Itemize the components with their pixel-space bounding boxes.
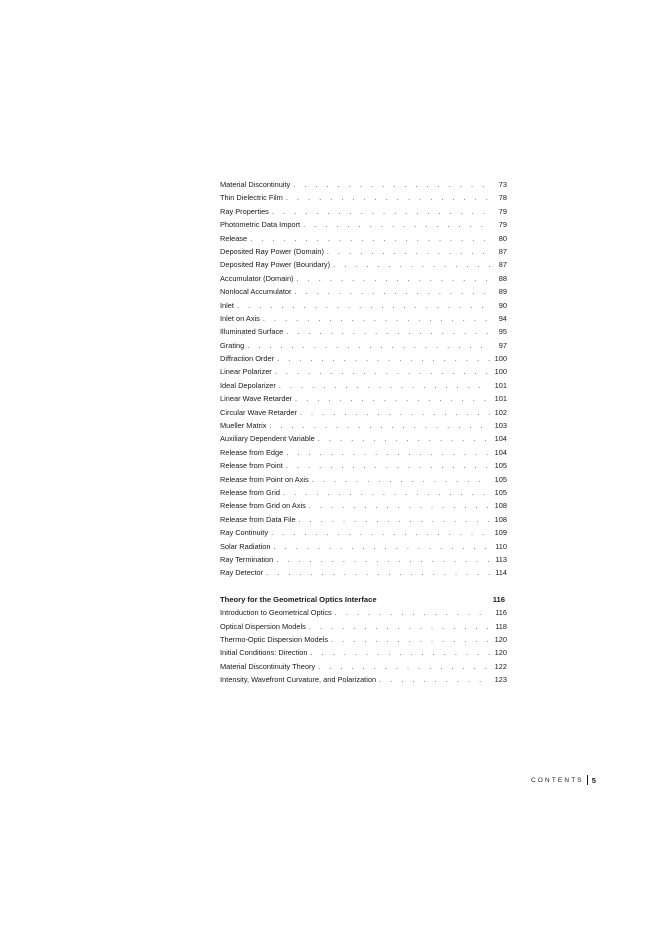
dot-leader [250, 232, 490, 245]
dot-leader [277, 352, 490, 365]
dot-leader [293, 178, 490, 191]
toc-entry-title: Diffraction Order [220, 354, 275, 364]
toc-entry-list [220, 178, 507, 580]
toc-entry-title: Introduction to Geometrical Optics [220, 608, 332, 618]
toc-entry[interactable] [220, 205, 507, 218]
toc-entry-title: Photometric Data Import [220, 220, 301, 230]
toc-entry-title: Ray Detector [220, 568, 264, 578]
toc-entry-page-number: 104 [494, 447, 507, 457]
toc-entry-title: Material Discontinuity Theory [220, 661, 316, 671]
toc-entry-title: Accumulator (Domain) [220, 273, 294, 283]
toc-entry-page-number: 118 [495, 621, 507, 631]
toc-entry-page-number: 79 [498, 206, 507, 216]
toc-entry-page-number: 108 [494, 501, 507, 511]
toc-entry-page-number: 108 [494, 514, 507, 524]
toc-entry-title: Thin Dielectric Film [220, 193, 283, 203]
toc-entry-page-number: 100 [494, 367, 507, 377]
toc-entry-page-number: 120 [494, 634, 507, 644]
dot-leader [318, 660, 490, 673]
toc-entry[interactable] [220, 299, 507, 312]
dot-leader [299, 513, 490, 526]
toc-entry[interactable] [220, 646, 507, 659]
toc-entry-title: Release from Edge [220, 447, 284, 457]
dot-leader [300, 406, 490, 419]
toc-entry[interactable] [220, 272, 507, 285]
dot-leader [297, 272, 490, 285]
toc-entry[interactable] [220, 553, 507, 566]
toc-section-entry-list [220, 606, 507, 686]
dot-leader [379, 673, 490, 686]
dot-leader [275, 365, 490, 378]
toc-entry-title: Inlet on Axis [220, 313, 260, 323]
toc-entry-title: Release from Point on Axis [220, 474, 309, 484]
toc-entry-page-number: 90 [498, 300, 507, 310]
toc-entry-page-number: 97 [498, 340, 507, 350]
section-page-number: 116 [492, 594, 505, 604]
toc-entry[interactable] [220, 218, 507, 231]
dot-leader [283, 486, 490, 499]
toc-entry[interactable] [220, 432, 507, 445]
dot-leader [286, 459, 490, 472]
toc-entry-page-number: 100 [494, 354, 507, 364]
toc-entry-page-number: 102 [494, 407, 507, 417]
dot-leader [271, 526, 490, 539]
toc-entry[interactable] [220, 419, 507, 432]
toc-entry[interactable] [220, 312, 507, 325]
toc-entry[interactable] [220, 365, 507, 378]
toc-entry[interactable] [220, 406, 507, 419]
toc-entry-title: Solar Radiation [220, 541, 271, 551]
toc-entry[interactable] [220, 526, 507, 539]
toc-entry-title: Thermo-Optic Dispersion Models [220, 634, 329, 644]
toc-entry[interactable] [220, 486, 507, 499]
toc-entry-title: Circular Wave Retarder [220, 407, 297, 417]
toc-entry-page-number: 95 [498, 327, 507, 337]
toc-entry-page-number: 101 [494, 380, 507, 390]
toc-entry-page-number: 120 [494, 648, 507, 658]
toc-entry[interactable] [220, 499, 507, 512]
toc-entry-title: Ray Properties [220, 206, 269, 216]
toc-entry[interactable] [220, 392, 507, 405]
toc-entry-page-number: 105 [494, 461, 507, 471]
toc-entry[interactable] [220, 673, 507, 686]
toc-entry-page-number: 122 [494, 661, 507, 671]
toc-entry-page-number: 79 [498, 220, 507, 230]
toc-entry-title: Ray Termination [220, 554, 274, 564]
toc-entry-title: Optical Dispersion Models [220, 621, 306, 631]
table-of-contents [220, 178, 507, 686]
toc-entry-title: Release from Grid on Axis [220, 501, 306, 511]
toc-entry[interactable] [220, 258, 507, 271]
toc-entry[interactable] [220, 606, 507, 619]
toc-entry-title: Release from Point [220, 461, 283, 471]
dot-leader [294, 285, 490, 298]
toc-entry-title: Initial Conditions: Direction [220, 648, 308, 658]
toc-entry-title: Auxiliary Dependent Variable [220, 434, 315, 444]
toc-entry[interactable] [220, 566, 507, 579]
dot-leader [263, 312, 490, 325]
toc-entry[interactable] [220, 245, 507, 258]
toc-entry[interactable] [220, 446, 507, 459]
toc-entry-title: Illuminated Surface [220, 327, 284, 337]
toc-entry-title: Deposited Ray Power (Boundary) [220, 260, 331, 270]
toc-entry[interactable] [220, 339, 507, 352]
dot-leader [237, 299, 490, 312]
toc-entry-page-number: 78 [498, 193, 507, 203]
toc-entry-title: Ray Continuity [220, 528, 269, 538]
toc-entry[interactable] [220, 178, 507, 191]
toc-entry[interactable] [220, 285, 507, 298]
dot-leader [266, 566, 490, 579]
dot-leader [247, 339, 490, 352]
toc-entry-title: Inlet [220, 300, 234, 310]
toc-entry-title: Release from Data File [220, 514, 296, 524]
section-title: Theory for the Geometrical Optics Interface [220, 594, 377, 604]
toc-entry-page-number: 110 [495, 541, 507, 551]
dot-leader [309, 499, 490, 512]
toc-entry[interactable] [220, 191, 507, 204]
toc-section-heading[interactable] [220, 593, 507, 606]
toc-entry[interactable] [220, 660, 507, 673]
toc-entry[interactable] [220, 325, 507, 338]
toc-entry-title: Release from Grid [220, 487, 280, 497]
toc-entry-title: Intensity, Wavefront Curvature, and Polarization [220, 675, 377, 685]
dot-leader [335, 606, 490, 619]
toc-entry[interactable] [220, 513, 507, 526]
toc-entry-page-number: 105 [494, 474, 507, 484]
dot-leader [295, 392, 490, 405]
dot-leader [327, 245, 490, 258]
dot-leader [311, 646, 491, 659]
dot-leader [274, 540, 490, 553]
toc-entry-page-number: 109 [494, 528, 507, 538]
section-spacer [220, 580, 507, 593]
toc-entry-page-number: 88 [498, 273, 507, 283]
toc-entry-page-number: 87 [498, 246, 507, 256]
toc-entry[interactable] [220, 459, 507, 472]
toc-entry-title: Material Discontinuity [220, 180, 291, 189]
dot-leader [286, 191, 490, 204]
toc-entry-page-number: 87 [498, 260, 507, 270]
toc-entry-title: Ideal Depolarizer [220, 380, 276, 390]
dot-leader [286, 325, 490, 338]
footer-divider [587, 775, 588, 785]
toc-entry-title: Nonlocal Accumulator [220, 287, 292, 297]
toc-entry[interactable] [220, 352, 507, 365]
toc-entry-title: Deposited Ray Power (Domain) [220, 246, 324, 256]
toc-entry-page-number: 104 [494, 434, 507, 444]
toc-entry-page-number: 94 [498, 313, 507, 323]
toc-entry-title: Grating [220, 340, 245, 350]
footer-page-number: 5 [591, 775, 596, 785]
toc-entry-page-number: 73 [498, 180, 507, 189]
toc-entry[interactable] [220, 540, 507, 553]
toc-entry[interactable] [220, 473, 507, 486]
dot-leader [312, 473, 490, 486]
dot-leader [331, 633, 490, 646]
dot-leader [333, 258, 490, 271]
toc-entry-title: Mueller Matrix [220, 421, 267, 431]
toc-entry[interactable] [220, 620, 507, 633]
dot-leader [318, 432, 490, 445]
toc-entry-page-number: 101 [494, 394, 507, 404]
toc-entry-page-number: 105 [494, 487, 507, 497]
toc-entry[interactable] [220, 232, 507, 245]
dot-leader [269, 419, 490, 432]
toc-entry-page-number: 103 [494, 421, 507, 431]
toc-entry-page-number: 80 [498, 233, 507, 243]
dot-leader [279, 379, 490, 392]
toc-entry-title: Linear Wave Retarder [220, 394, 293, 404]
toc-entry-page-number: 113 [495, 554, 507, 564]
toc-entry[interactable] [220, 633, 507, 646]
toc-entry-page-number: 123 [494, 675, 507, 685]
toc-entry-title: Release [220, 233, 248, 243]
dot-leader [303, 218, 490, 231]
dot-leader [272, 205, 490, 218]
toc-entry-page-number: 114 [495, 568, 507, 578]
toc-entry-page-number: 89 [498, 287, 507, 297]
footer-running-head: CONTENTS [531, 776, 584, 784]
dot-leader [309, 620, 490, 633]
toc-entry-title: Linear Polarizer [220, 367, 272, 377]
dot-leader [276, 553, 490, 566]
toc-entry[interactable] [220, 379, 507, 392]
toc-entry-page-number: 116 [495, 608, 507, 618]
page-footer [531, 775, 596, 785]
dot-leader [286, 446, 490, 459]
